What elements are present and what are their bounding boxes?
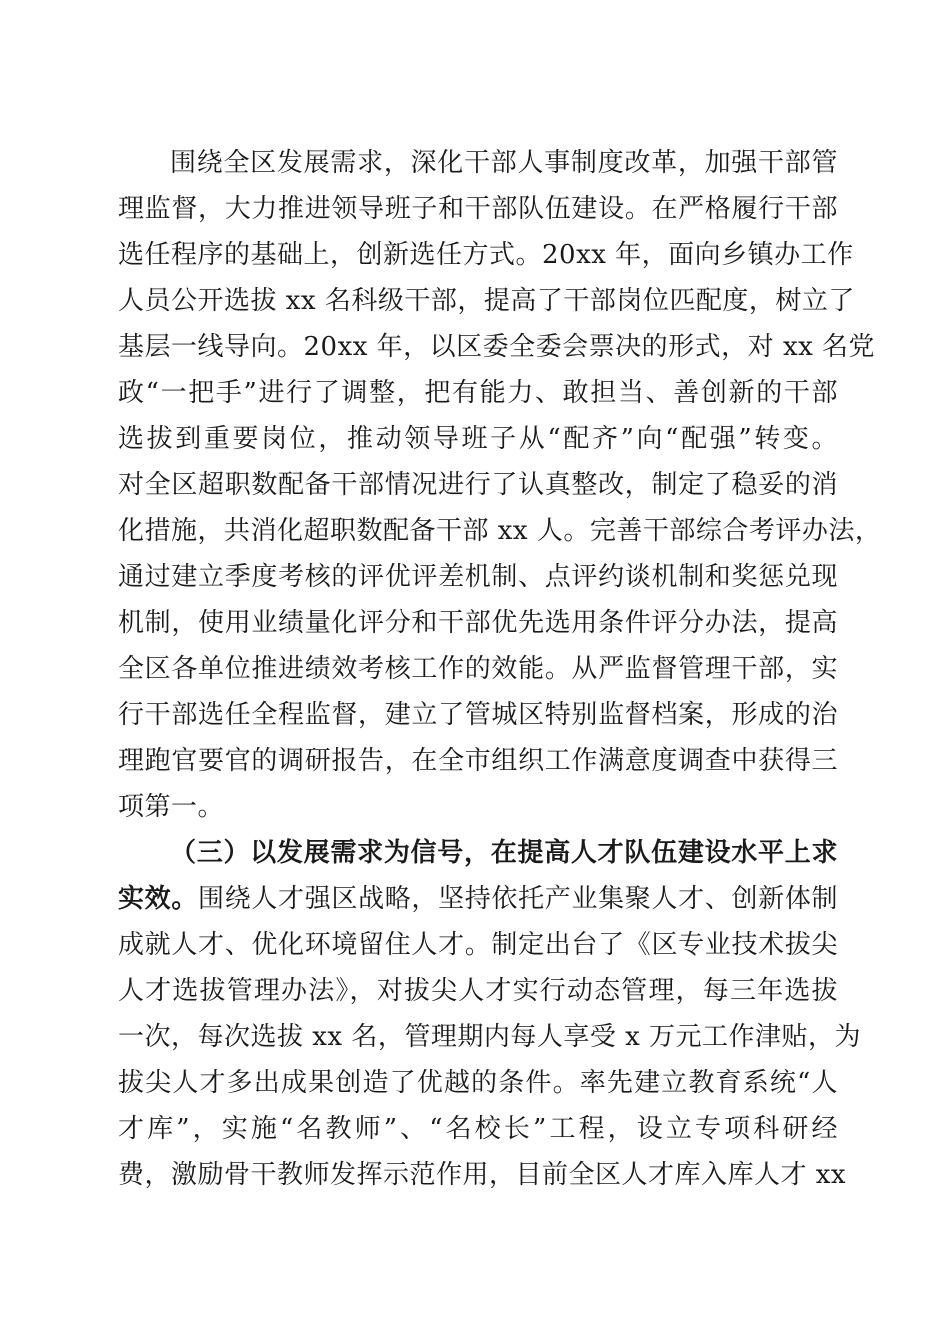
paragraph-line: 通过建立季度考核的评优评差机制、点评约谈机制和奖惩兑现 [118,562,838,592]
paragraph-line: 政“一把手”进行了调整，把有能力、敢担当、善创新的干部 [118,378,838,408]
paragraph-line: 围绕全区发展需求，深化干部人事制度改革，加强干部管 [170,148,838,178]
paragraph-line: 全区各单位推进绩效考核工作的效能。从严监督管理干部，实 [118,654,838,684]
paragraph-line: 成就人才、优化环境留住人才。制定出台了《区专业技术拔尖 [118,930,838,960]
paragraph-line: 选任程序的基础上，创新选任方式。20xx 年，面向乡镇办工作 [118,240,854,270]
paragraph-line: 项第一。 [118,792,225,822]
paragraph-line [118,879,838,919]
paragraph-line: 拔尖人才多出成果创造了优越的条件。率先建立教育系统“人 [118,1068,838,1098]
section-heading: （三）以发展需求为信号，在提高人才队伍建设水平上求 [170,838,838,868]
paragraph-text: 围绕人才强区战略，坚持依托产业集聚人才、创新体制 [198,884,838,914]
paragraph-line: 人员公开选拔 xx 名科级干部，提高了干部岗位匹配度，树立了 [118,286,855,316]
paragraph-line: 行干部选任全程监督，建立了管城区特别监督档案，形成的治 [118,700,838,730]
section-heading-end: 实效。 [118,884,199,914]
paragraph-line: 选拔到重要岗位，推动领导班子从“配齐”向“配强”转变。 [118,424,838,454]
paragraph-line: 理监督，大力推进领导班子和干部队伍建设。在严格履行干部 [118,194,838,224]
paragraph-line: 费，激励骨干教师发挥示范作用，目前全区人才库入库人才 xx [118,1160,847,1190]
paragraph-line: 才库”，实施“名教师”、“名校长”工程，设立专项科研经 [118,1114,838,1144]
paragraph-line: 人才选拔管理办法》，对拔尖人才实行动态管理，每三年选拔 [118,976,838,1006]
paragraph-line: 对全区超职数配备干部情况进行了认真整改，制定了稳妥的消 [118,470,838,500]
paragraph-line: 一次，每次选拔 xx 名，管理期内每人享受 x 万元工作津贴，为 [118,1022,862,1052]
paragraph-line: 基层一线导向。20xx 年，以区委全委会票决的形式，对 xx 名党 [118,332,876,362]
paragraph-line: 机制，使用业绩量化评分和干部优先选用条件评分办法，提高 [118,608,838,638]
paragraph-line: 理跑官要官的调研报告，在全市组织工作满意度调查中获得三 [118,746,838,776]
paragraph-line: 化措施，共消化超职数配备干部 xx 人。完善干部综合考评办法， [118,516,882,546]
